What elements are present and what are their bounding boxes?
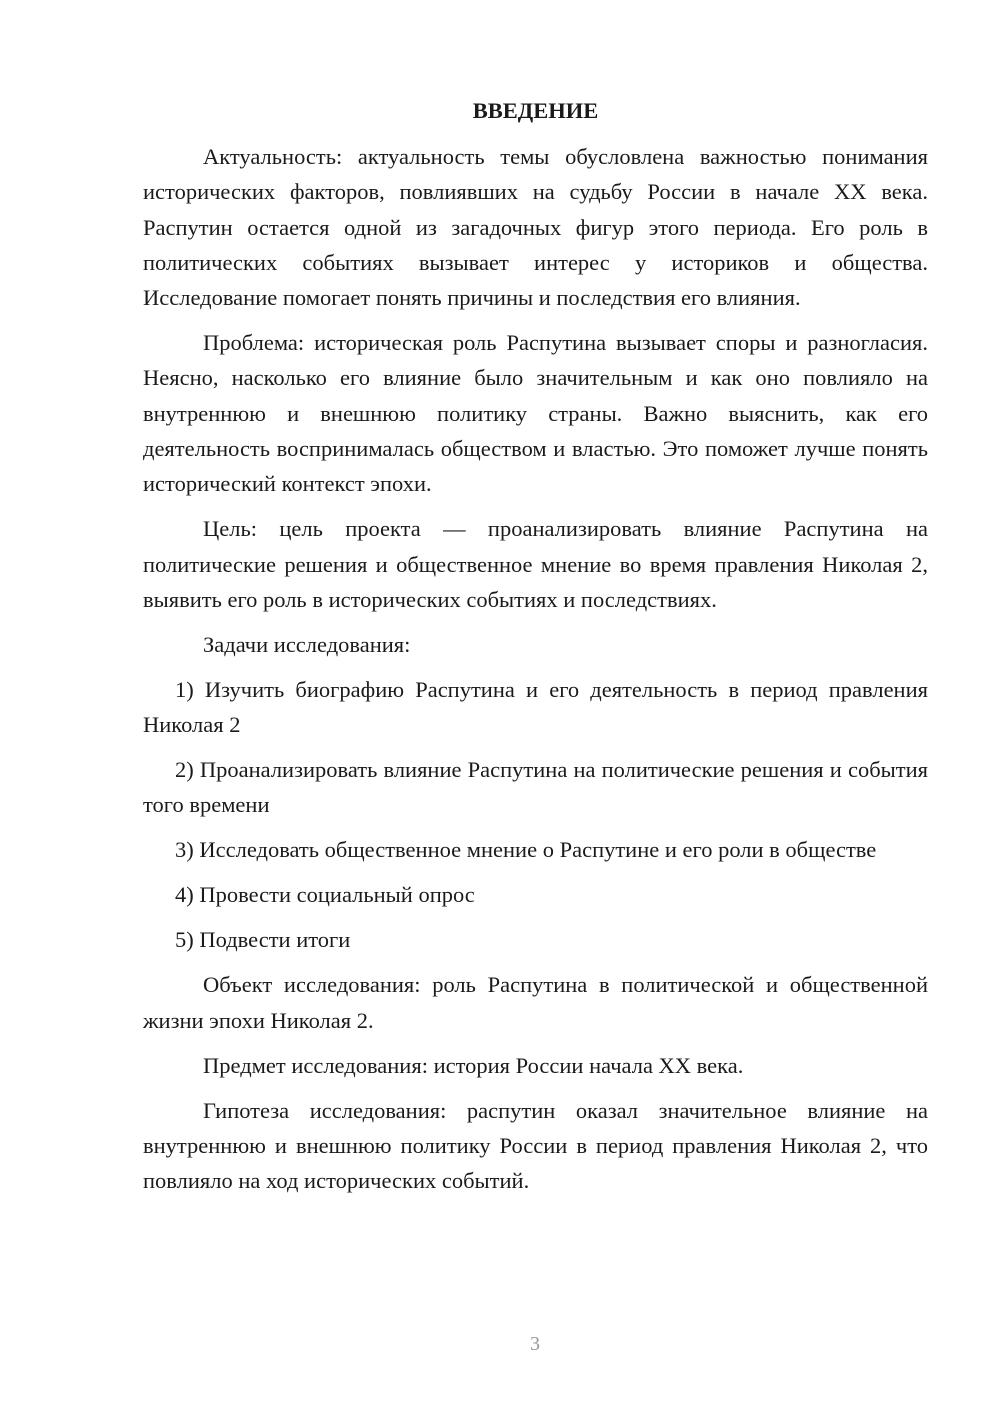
list-item: 4) Провести социальный опрос xyxy=(175,882,475,908)
list-item: 1) Изучить биографию Распутина и его деятельность в период правления Николая 2 xyxy=(143,676,928,738)
list-item: 3) Исследовать общественное мнение о Распутине и его роли в обществе xyxy=(175,837,877,863)
list-item: 5) Подвести итоги xyxy=(175,927,351,953)
page-number: 3 xyxy=(530,1333,540,1355)
list-item: 2) Проанализировать влияние Распутина на политические решения и события того времени xyxy=(143,757,928,818)
relevance-paragraph: Актуальность: актуальность темы обусловлена важностью понимания исторических факторов, повлиявших на судьбу России в начале XX века. Распутин остается одной из загадочных фигур этого периода. Его роль в политических событиях вызывает интерес у историков и общества. Исследование помогает понять причины и последствия его влияния. xyxy=(143,144,928,311)
tasks-heading: Задачи исследования: xyxy=(203,631,411,657)
object-paragraph: Объект исследования: роль Распутина в политической и общественной жизни эпохи Николая 2. xyxy=(143,972,928,1033)
goal-paragraph: Цель: цель проекта — проанализировать влияние Распутина на политические решения и общественное мнение во время правления Николая 2, выявить его роль в исторических событиях и последствиях. xyxy=(143,516,928,612)
section-title: ВВЕДЕНИЕ xyxy=(472,98,599,123)
document-page xyxy=(143,98,928,1208)
problem-paragraph: Проблема: историческая роль Распутина вызывает споры и разногласия. Неясно, насколько его влияние было значительным и как оно повлияло на внутреннюю и внешнюю политику страны. Важно выяснить, как его деятельность воспринималась обществом и властью. Это поможет лучше понять исторический контекст эпохи. xyxy=(143,330,928,497)
tasks-list xyxy=(143,672,928,958)
subject-paragraph: Предмет исследования: история России начала XX века. xyxy=(203,1052,744,1078)
hypothesis-paragraph: Гипотеза исследования: распутин оказал значительное влияние на внутреннюю и внешнюю политику России в период правления Николая 2, что повлияло на ход исторических событий. xyxy=(143,1097,928,1194)
